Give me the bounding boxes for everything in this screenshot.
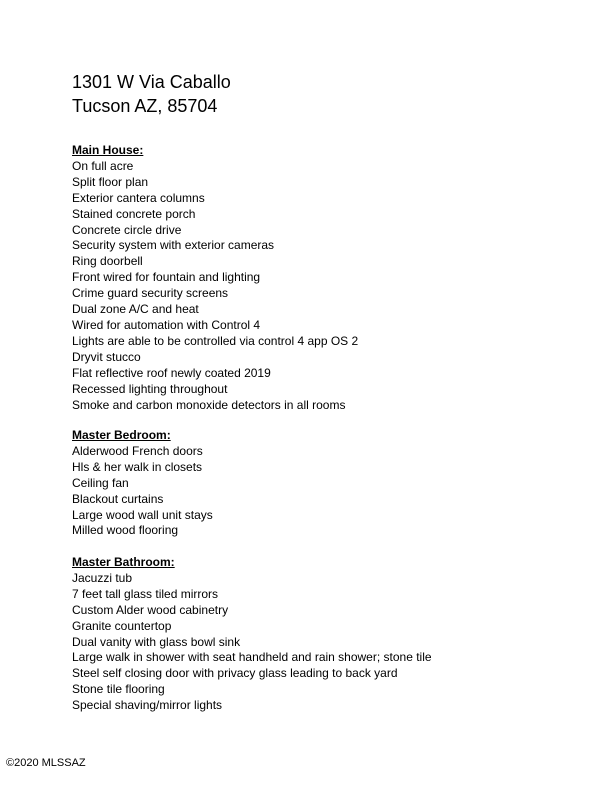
feature-list-item: Hls & her walk in closets [72,459,203,474]
feature-list-item: Exterior cantera columns [72,190,205,205]
feature-list-item: Dual zone A/C and heat [72,302,199,317]
main-house-feature-list [72,159,358,414]
master-bathroom-feature-list [72,571,432,714]
feature-list-item: Security system with exterior cameras [72,238,275,253]
feature-list-item: Ceiling fan [72,475,129,490]
feature-list-item: Special shaving/mirror lights [72,698,223,713]
section-main-house [72,143,358,413]
feature-list-item: Large wood wall unit stays [72,507,213,522]
copyright-footer: ©2020 MLSSAZ [6,757,86,769]
feature-list-item: Front wired for fountain and lighting [72,270,261,285]
feature-list-item: Stained concrete porch [72,206,196,221]
feature-list-item: Alderwood French doors [72,443,203,458]
feature-list-item: Custom Alder wood cabinetry [72,602,229,617]
address-city-state-zip: Tucson AZ, 85704 [72,96,218,116]
section-heading-main-house: Main House: [72,143,144,157]
master-bedroom-feature-list [72,444,213,539]
section-heading-master-bathroom: Master Bathroom: [72,555,175,569]
feature-list-item: Flat reflective roof newly coated 2019 [72,365,271,380]
section-heading-master-bedroom: Master Bedroom: [72,428,171,442]
feature-list-item: Split floor plan [72,174,149,189]
section-master-bedroom [72,428,213,539]
feature-list-item: Wired for automation with Control 4 [72,317,261,332]
property-address [72,70,231,118]
feature-list-item: Recessed lighting throughout [72,381,228,396]
feature-list-item: Dryvit stucco [72,349,141,364]
feature-list-item: Crime guard security screens [72,286,229,301]
address-street: 1301 W Via Caballo [72,72,231,92]
feature-list-item: Stone tile flooring [72,682,165,697]
feature-list-item: Ring doorbell [72,254,143,269]
feature-list-item: Lights are able to be controlled via control 4 app OS 2 [72,333,359,348]
feature-list-item: Large walk in shower with seat handheld and rain shower; stone tile [72,650,432,665]
feature-list-item: Milled wood flooring [72,523,179,538]
feature-list-item: Granite countertop [72,618,172,633]
feature-list-item: Blackout curtains [72,491,164,506]
feature-list-item: 7 feet tall glass tiled mirrors [72,586,219,601]
section-master-bathroom [72,555,432,714]
feature-list-item: Smoke and carbon monoxide detectors in all rooms [72,397,346,412]
feature-list-item: On full acre [72,158,134,173]
feature-list-item: Steel self closing door with privacy glass leading to back yard [72,666,398,681]
feature-list-item: Concrete circle drive [72,222,182,237]
feature-list-item: Dual vanity with glass bowl sink [72,634,241,649]
feature-list-item: Jacuzzi tub [72,570,133,585]
